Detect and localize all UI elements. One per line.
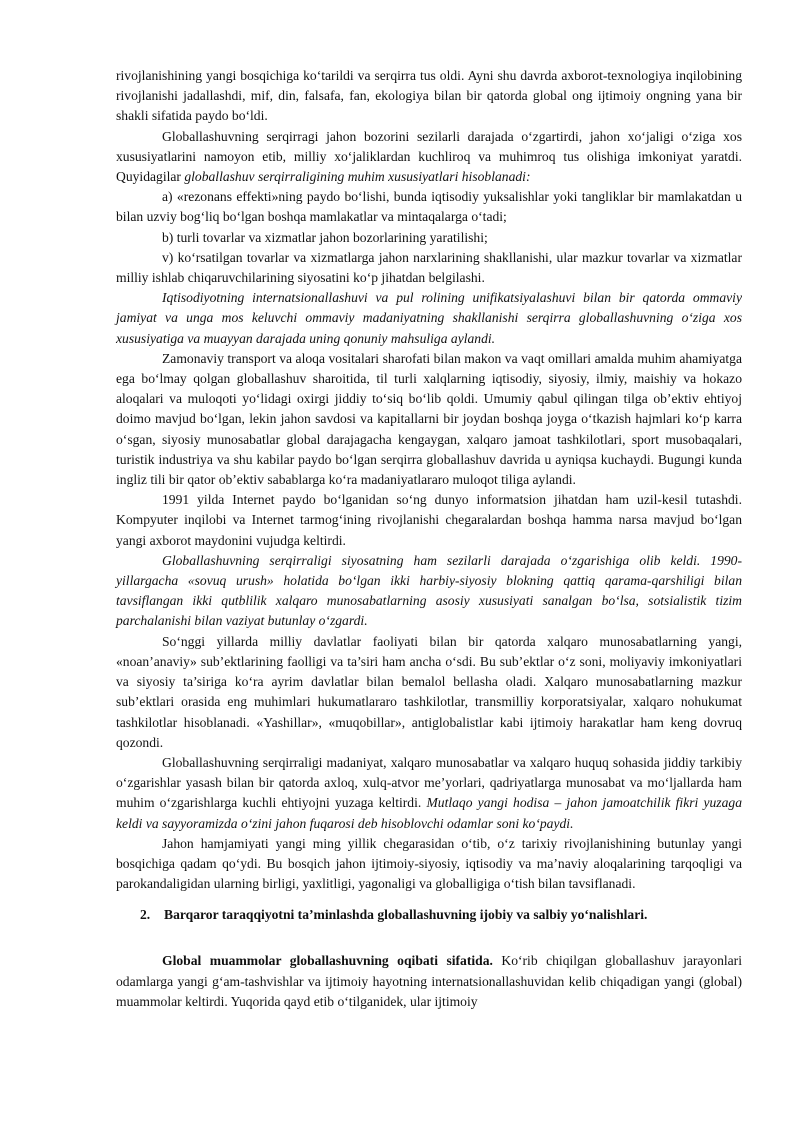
- paragraph-4: 1991 yilda Internet paydo bo‘lganidan so‘ng dunyo informatsion jihatdan ham uzil-kesil tutashdi. Kompyuter inqilobi va Internet tarmog‘ining rivojlanishi chegaralardan boshqa hamma narsa mavjud bo‘lgan yangi axborot maydonini vujudga keltirdi.: [116, 492, 742, 548]
- list-item-v: v) ko‘rsatilgan tovarlar va xizmatlarga jahon narxlarining shakllanishi, ular mazkur tovarlar va xizmatlar milliy ishlab chiqaruvchilarining siyosatini ko‘p jihatdan belgilashi.: [116, 249, 742, 286]
- paragraph-6: [116, 753, 742, 834]
- section-title: Barqaror taraqqiyotni ta’minlashda globallashuvning ijobiy va salbiy yo‘nalishlari.: [164, 907, 648, 923]
- paragraph-5: So‘nggi yillarda milliy davlatlar faoliyati bilan bir qatorda xalqaro munosabatlarning yangi, «noan’anaviy» sub’ektlarining faolligi va ta’siri ham ancha o‘sdi. Bu sub’ektlar o‘z soni, moliyaviy imkoniyatlari va siyosiy ta’siriga ko‘ra ayrim davlatlar bilan bemalol bellasha oladi. Xalqaro munosabatlarning mazkur sub’ektlari orasida eng muhimlari hukumatlararo tashkilotlar, transmilliy korporatsiyalar, xalqaro nohukumat tashkilotlar hisoblanadi. «Yashillar», «muqobillar», antiglobalistlar kabi ijtimoiy harakatlar ham keng dovruq qozondi.: [116, 633, 742, 750]
- paragraph-7: Jahon hamjamiyati yangi ming yillik chegarasidan o‘tib, o‘z tarixiy rivojlanishining butunlay yangi bosqichiga qadam qo‘ydi. Bu bosqich jahon ijtimoiy-siyosiy, iqtisodiy va ma’naviy aloqalarining tarqoqligi va parokandaligidan ularning birligi, yaxlitligi, yagonaligi va globalligiga o‘tish bilan tavsiflanadi.: [116, 835, 742, 892]
- paragraph-1: rivojlanishining yangi bosqichiga ko‘tarildi va serqirra tus oldi. Ayni shu davrda axborot-texnologiya inqilobining rivojlanishi jadallashdi, mif, din, falsafa, fan, ekologiya bilan bir qatorda global ong ijtimoiy ongning yana bir shakli sifatida paydo bo‘ldi.: [116, 68, 742, 124]
- closing-paragraph: [116, 951, 742, 1012]
- list-item-b: b) turli tovarlar va xizmatlar jahon bozorlarining yaratilishi;: [162, 229, 488, 245]
- paragraph-2-text: Globallashuvning serqirragi jahon bozorini sezilarli darajada o‘zgartirdi, jahon xo‘jaligi o‘ziga xos xususiyatlarini namoyon etib, milliy xo‘jaliklardan kuchliroq va muhimroq tus olishiga imkoniyat yaratdi. Quyidagilar: [116, 128, 742, 185]
- section-number: 2.: [140, 907, 151, 923]
- list-item-a: a) «rezonans effekti»ning paydo bo‘lishi, bunda iqtisodiy yuksalishlar yoki tangliklar bir mamlakatdan u bilan uzviy bog‘liq bo‘lgan boshqa mamlakatlar va mintaqalarga o‘tadi;: [116, 189, 742, 225]
- paragraph-3: Zamonaviy transport va aloqa vositalari sharofati bilan makon va vaqt omillari amalda muhim ahamiyatga ega bo‘lmay qolgan globallashuv sharoitida, til turli xalqlarning iqtisodiy, siyosiy, ilmiy, maishiy va hokazo aloqalari va muloqoti yo‘lidagi oxirgi jiddiy to‘siq bo‘lib qoldi. Umumiy qabul qilingan tilga ob’ektiv ehtiyoj doimo mavjud bo‘lgan, lekin jahon savdosi va kapitallarni bir joydan boshqa joyga o‘tkazish hajmlari ko‘p karra o‘sgan, siyosiy munosabatlar global darajagacha kengaygan, xalqaro jamoat tashkilotlari, sport musobaqalari, turistik industriya va shu kabilar paydo bo‘lgan serqirra globallashuv davrida u ayniqsa kuchaydi. Bugungi kunda ingliz tili bir qator ob’ektiv sabablarga ko‘ra madaniyatlararo muloqot tiliga aylandi.: [116, 350, 742, 488]
- closing-lead: Global muammolar globallashuvning oqibati sifatida.: [162, 953, 493, 969]
- paragraph-2: [116, 127, 742, 188]
- closing-text: Ko‘rib chiqilgan globallashuv jarayonlari odamlarga yangi g‘am-tashvishlar va ijtimoiy hayotning internatsionallashuvidan kelib chiqadigan yangi (global) muammolar keltirdi. Yuqorida qayd etib o‘tilganidek, ular ijtimoiy: [116, 953, 742, 1009]
- paragraph-italic-1: Iqtisodiyotning internatsionallashuvi va pul rolining unifikatsiyalashuvi bilan bir qatorda ommaviy jamiyat va unga mos keluvchi ommaviy madaniyatning shakllanishi serqirra globallashuvning o‘ziga xos xususiyatiga va muayyan darajada uning qonuniy mahsuliga aylandi.: [116, 290, 742, 346]
- paragraph-2-italic: globallashuv serqirraligining muhim xususiyatlari hisoblanadi:: [184, 169, 531, 185]
- paragraph-6-italic: Mutlaqo yangi hodisa – jahon jamoatchilik fikri yuzaga keldi va sayyoramizda o‘zini jahon fuqarosi deb hisoblovchi odamlar soni ko‘paydi.: [116, 795, 742, 831]
- paragraph-italic-2: Globallashuvning serqirraligi siyosatning ham sezilarli darajada o‘zgarishiga olib keldi. 1990-yillargacha «sovuq urush» holatida bo‘lgan ikki harbiy-siyosiy blokning qattiq qarama-qarshiligi bilan tavsiflangan ikki qutblilik xalqaro munosabatlarning asosiy xususiyati sanalgan bo‘lsa, sotsialistik tizim parchalanishi bilan vaziyat butunlay o‘zgardi.: [116, 552, 742, 629]
- section-heading: [116, 905, 742, 951]
- document-page: [116, 66, 742, 1012]
- paragraph-6-text: Globallashuvning serqirraligi madaniyat, xalqaro munosabatlar va xalqaro huquq sohasida jiddiy tarkibiy o‘zgarishlar yasash bilan bir qatorda axloq, xulq-atvor me’yorlari, qadriyatlarga munosabat va mo‘ljallarda ham muhim o‘zgarishlarga kuchli ehtiyojni yuzaga keltirdi.: [116, 754, 742, 811]
